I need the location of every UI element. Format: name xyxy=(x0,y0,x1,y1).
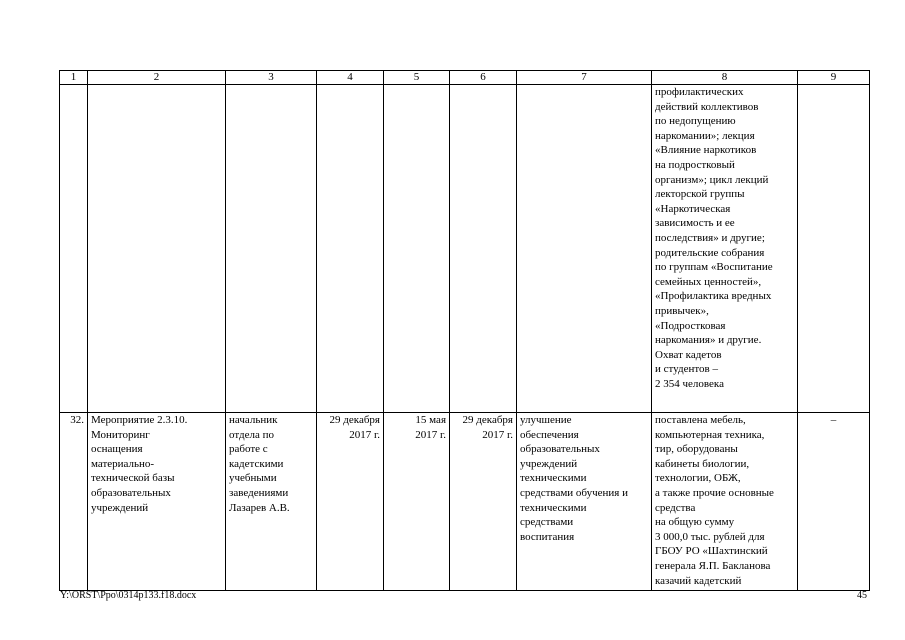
footer-file-path: Y:\ORST\Ppo\0314p133.f18.docx xyxy=(60,590,197,601)
col-header-3: 3 xyxy=(226,71,317,85)
col-header-9: 9 xyxy=(798,71,870,85)
col-header-7: 7 xyxy=(517,71,652,85)
col-header-5: 5 xyxy=(384,71,450,85)
cell-note: – xyxy=(798,413,870,591)
footer-page-number: 45 xyxy=(857,590,867,601)
cell-empty xyxy=(226,85,317,413)
col-header-6: 6 xyxy=(450,71,517,85)
cell-empty xyxy=(60,85,88,413)
col-header-1: 1 xyxy=(60,71,88,85)
cell-empty xyxy=(317,85,384,413)
cell-date-end: 29 декабря 2017 г. xyxy=(450,413,517,591)
cell-empty xyxy=(384,85,450,413)
table-row-32 xyxy=(60,413,870,591)
col-header-2: 2 xyxy=(88,71,226,85)
column-number-row xyxy=(60,71,870,85)
cell-row-number: 32. xyxy=(60,413,88,591)
cell-empty xyxy=(517,85,652,413)
cell-empty xyxy=(88,85,226,413)
main-table xyxy=(59,70,870,591)
cell-empty xyxy=(798,85,870,413)
cell-responsible: начальник отдела по работе с кадетскими учебными заведениями Лазарев А.В. xyxy=(226,413,317,591)
continued-row xyxy=(60,85,870,413)
cell-date-start: 15 мая 2017 г. xyxy=(384,413,450,591)
col-header-8: 8 xyxy=(652,71,798,85)
cell-expected-result: улучшение обеспечения образовательных учреждений техническими средствами обучения и техническими средствами воспитания xyxy=(517,413,652,591)
cell-result-continued: профилактических действий коллективов по недопущению наркомании»; лекция «Влияние наркотиков на подростковый организм»; цикл лекций лекторской группы «Наркотическая зависимость и ее последствия» и другие; родительские собрания по группам «Воспитание семейных ценностей», «Профилактика вредных привычек», «Подростковая наркомания» и другие. Охват кадетов и студентов – 2 354 человека xyxy=(652,85,798,413)
cell-date-plan: 29 декабря 2017 г. xyxy=(317,413,384,591)
cell-empty xyxy=(450,85,517,413)
col-header-4: 4 xyxy=(317,71,384,85)
cell-actual-result: поставлена мебель, компьютерная техника, тир, оборудованы кабинеты биологии, технологии, ОБЖ, а также прочие основные средства на общую сумму 3 000,0 тыс. рублей для ГБОУ РО «Шахтинский генерала Я.П. Бакланова казачий кадетский xyxy=(652,413,798,591)
cell-event: Мероприятие 2.3.10. Мониторинг оснащения материально- технической базы образовательных учреждений xyxy=(88,413,226,591)
